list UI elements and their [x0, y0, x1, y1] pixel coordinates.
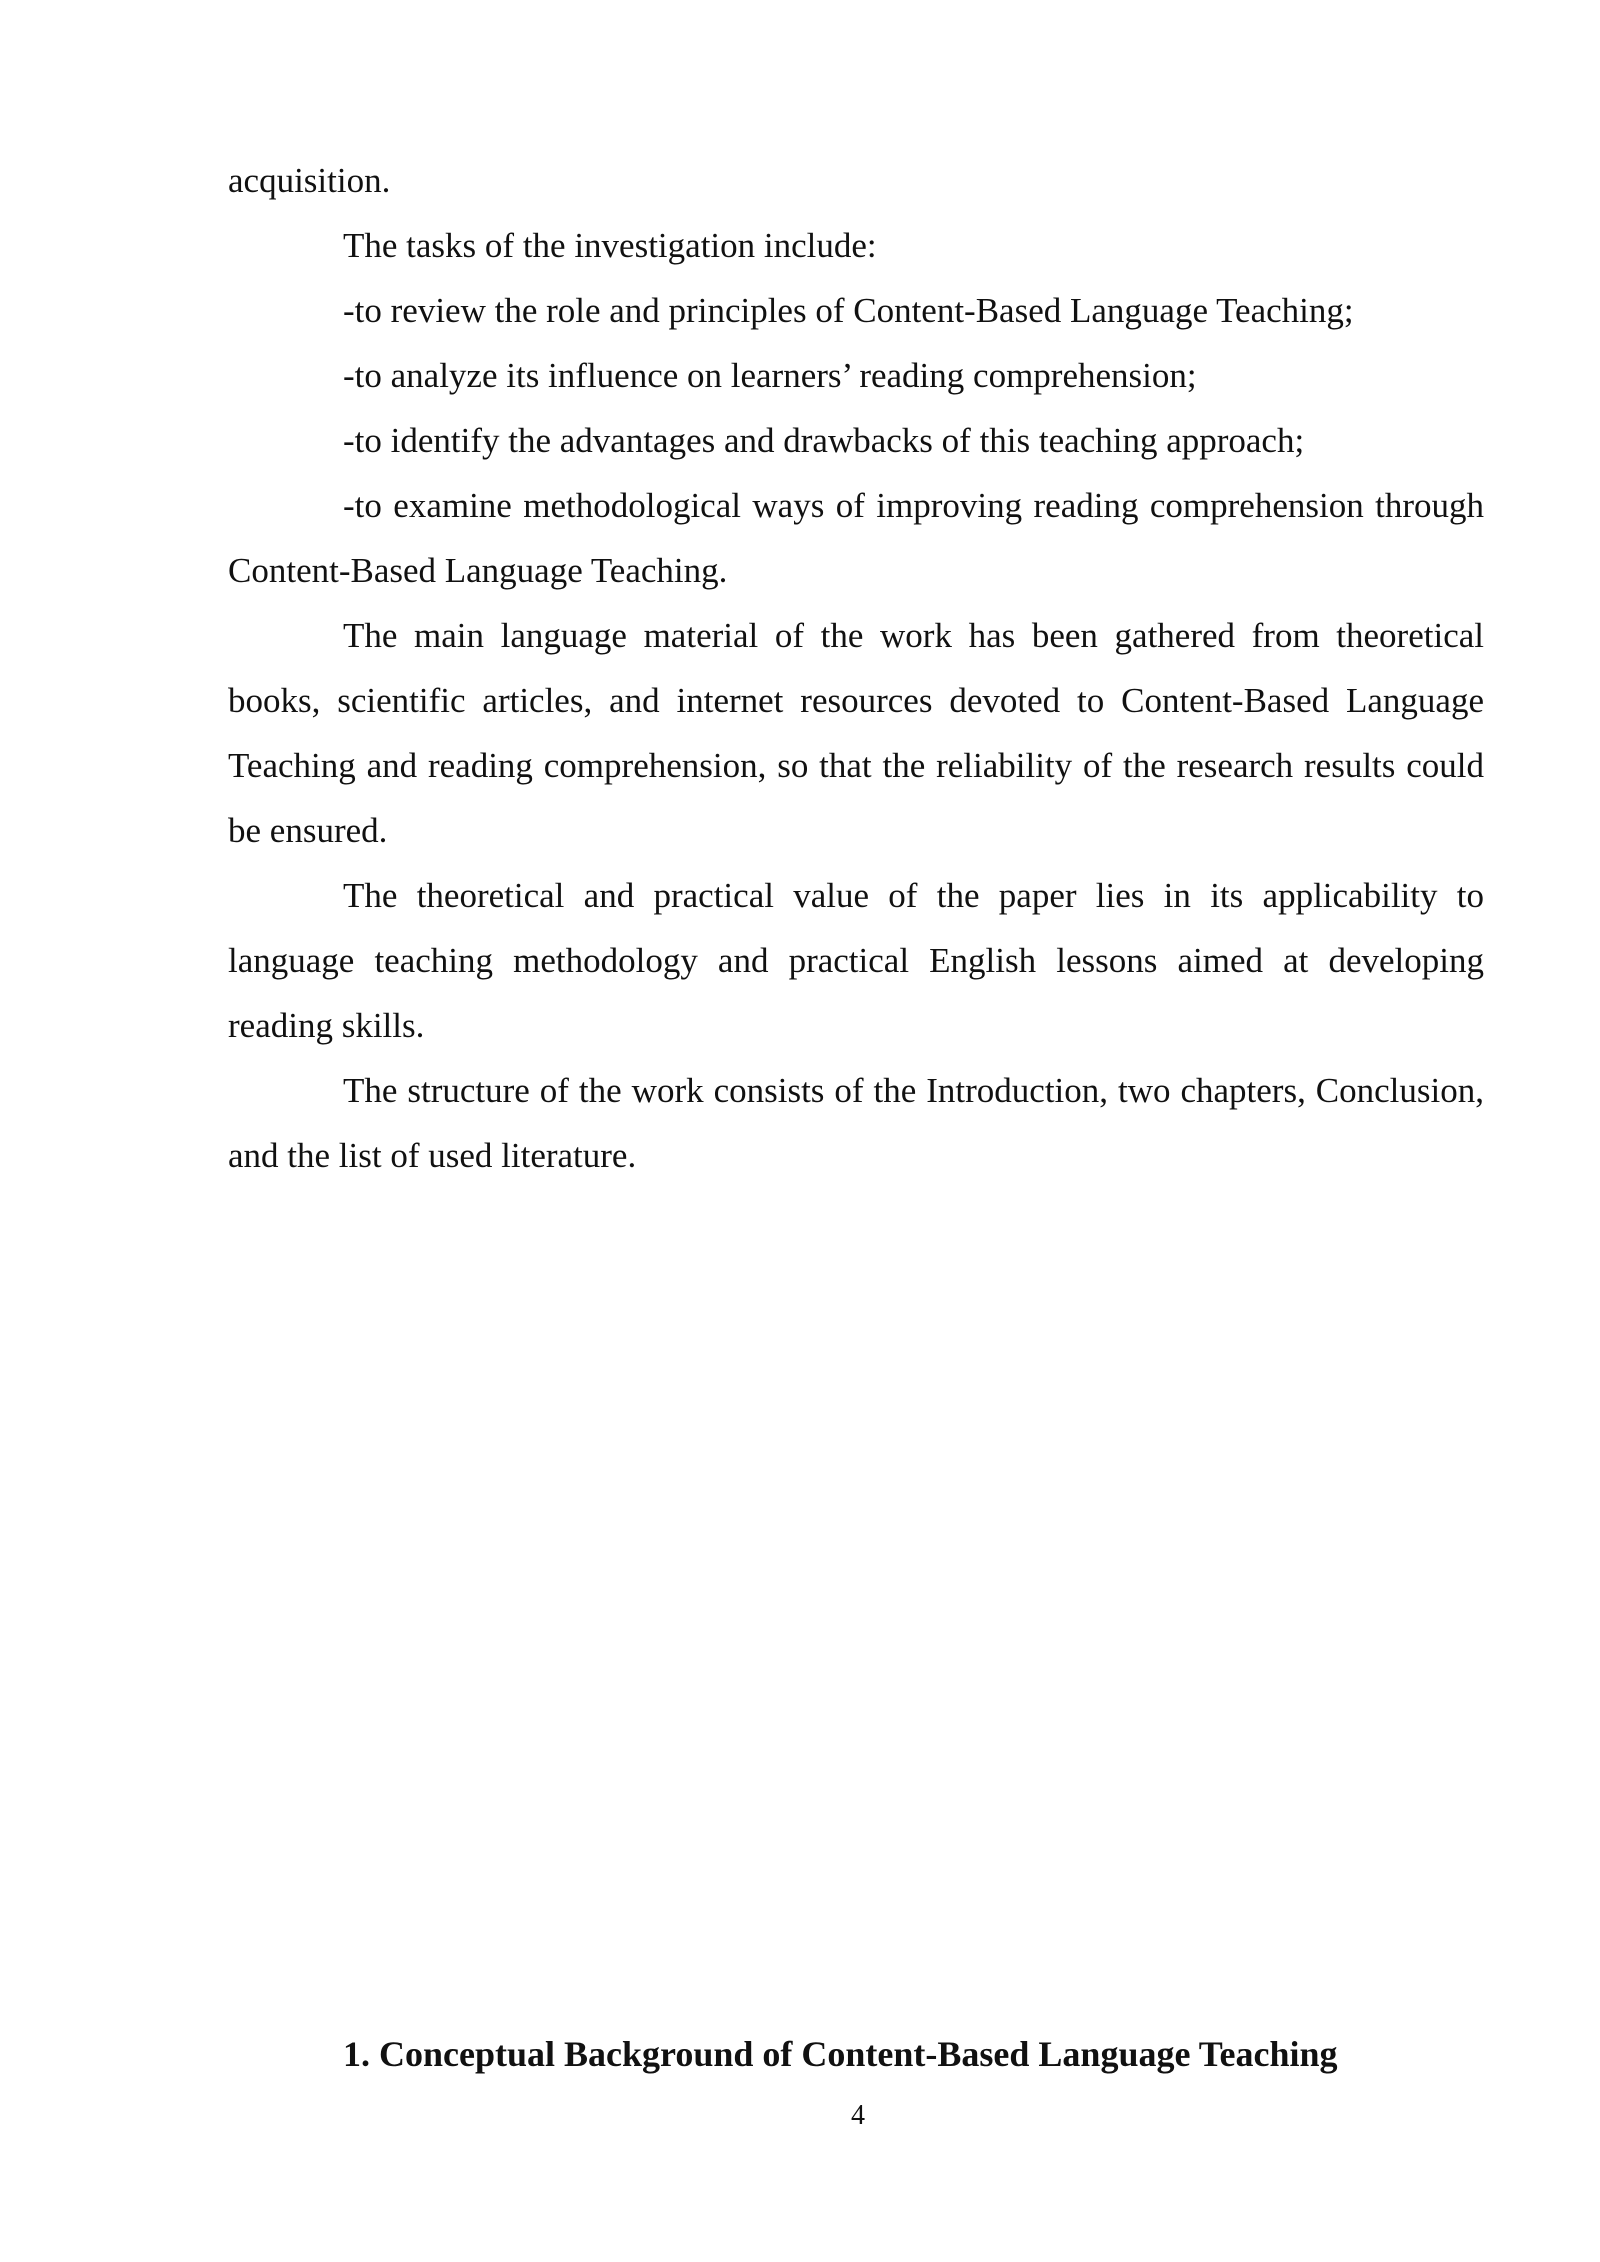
task-item: -to review the role and principles of Content-Based Language Teaching; — [343, 291, 1354, 330]
continuation-text: acquisition. — [228, 161, 391, 200]
page-number: 4 — [851, 2100, 865, 2131]
section-heading: 1. Conceptual Background of Content-Based Language Teaching — [343, 2034, 1338, 2074]
tasks-intro: The tasks of the investigation include: — [343, 226, 877, 265]
task-item: -to identify the advantages and drawbacks of this teaching approach; — [343, 421, 1305, 460]
task-item: -to analyze its influence on learners’ reading comprehension; — [343, 356, 1197, 395]
structure-paragraph: The structure of the work consists of the Introduction, two chapters, Conclusion, and the list of used literature. — [228, 1071, 1484, 1175]
task-item: -to examine methodological ways of improving reading comprehension through Content-Based Language Teaching. — [228, 486, 1484, 590]
material-paragraph: The main language material of the work has been gathered from theoretical books, scientific articles, and internet resources devoted to Content-Based Language Teaching and reading comprehension, so that the reliability of the research results could be ensured. — [228, 616, 1484, 850]
value-paragraph: The theoretical and practical value of the paper lies in its applicability to language teaching methodology and practical English lessons aimed at developing reading skills. — [228, 876, 1484, 1045]
body-text — [228, 148, 1484, 1188]
